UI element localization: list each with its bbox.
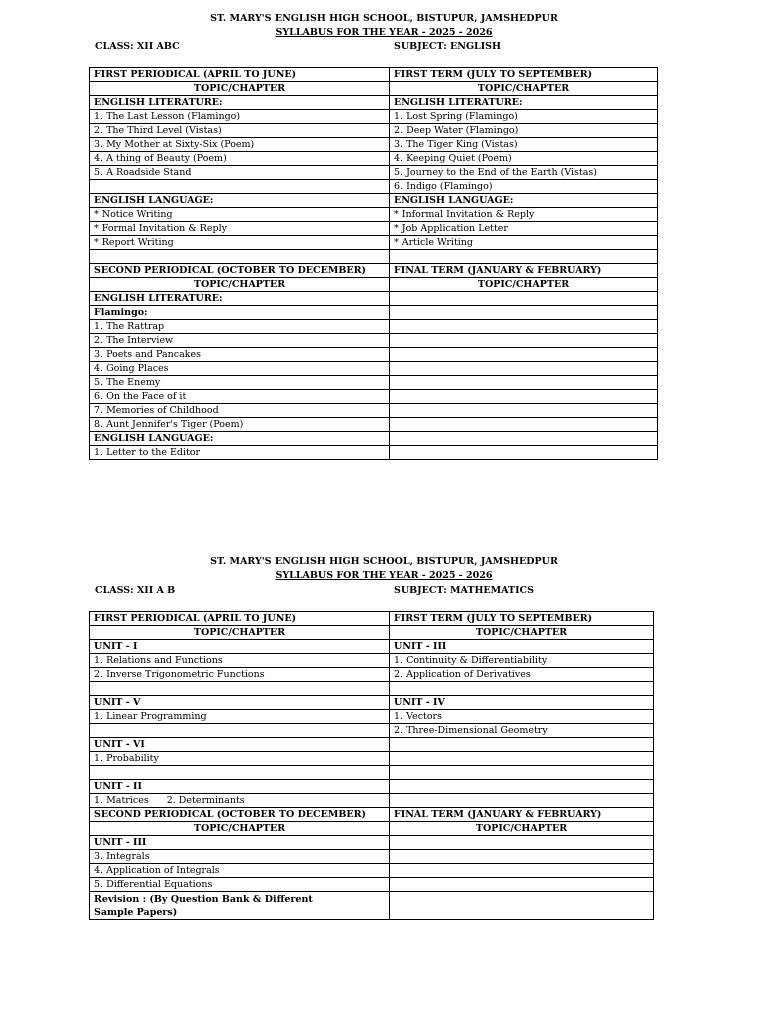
empty-cell: [90, 724, 390, 738]
chapter-cell: 8. Aunt Jennifer's Tiger (Poem): [90, 418, 390, 432]
unit-heading: UNIT - II: [90, 780, 390, 794]
table-row: [90, 878, 654, 892]
chapter-cell: * Formal Invitation & Reply: [90, 222, 390, 236]
chapter-cell: 1. Linear Programming: [90, 710, 390, 724]
chapter-cell: * Notice Writing: [90, 208, 390, 222]
chapter-cell: 2. Application of Derivatives: [390, 668, 654, 682]
empty-cell: [390, 306, 658, 320]
section-heading: ENGLISH LITERATURE:: [90, 292, 390, 306]
first-term-heading: FIRST TERM (JULY TO SEPTEMBER): [390, 612, 654, 626]
chapter-cell: 4. Going Places: [90, 362, 390, 376]
table-row: [90, 446, 658, 460]
chapter-cell: 4. Application of Integrals: [90, 864, 390, 878]
empty-cell: [90, 250, 390, 264]
empty-cell: [390, 432, 658, 446]
topic-heading: TOPIC/CHAPTER: [390, 626, 654, 640]
empty-cell: [390, 292, 658, 306]
section-heading: ENGLISH LITERATURE:: [390, 96, 658, 110]
unit-heading: UNIT - V: [90, 696, 390, 710]
table-row: [90, 794, 654, 808]
table-row: [90, 264, 658, 278]
empty-cell: [390, 418, 658, 432]
table-row: [90, 110, 658, 124]
table-row: [90, 222, 658, 236]
table-row: [90, 376, 658, 390]
chapter-cell: 1. Probability: [90, 752, 390, 766]
table-row: [90, 850, 654, 864]
table-row: [90, 808, 654, 822]
chapter-cell: * Job Application Letter: [390, 222, 658, 236]
maths-syllabus-table: [89, 611, 654, 920]
table-row: [90, 654, 654, 668]
table-row: [90, 208, 658, 222]
table-row: [90, 68, 658, 82]
final-term-heading: FINAL TERM (JANUARY & FEBRUARY): [390, 264, 658, 278]
chapter-cell: 1. The Rattrap: [90, 320, 390, 334]
table-row: [90, 138, 658, 152]
table-row: [90, 320, 658, 334]
chapter-cell: 3. My Mother at Sixty-Six (Poem): [90, 138, 390, 152]
first-term-heading: FIRST TERM (JULY TO SEPTEMBER): [390, 68, 658, 82]
empty-cell: [390, 376, 658, 390]
table-row: [90, 348, 658, 362]
english-syllabus-sheet: [0, 12, 768, 458]
revision-note: [90, 892, 390, 920]
subject-label: SUBJECT: MATHEMATICS: [394, 585, 534, 596]
section-heading: ENGLISH LITERATURE:: [90, 96, 390, 110]
empty-cell: [390, 320, 658, 334]
chapter-cell: 2. The Third Level (Vistas): [90, 124, 390, 138]
chapter-cell: 3. Poets and Pancakes: [90, 348, 390, 362]
table-row: [90, 152, 658, 166]
table-row: [90, 334, 658, 348]
table-row: [90, 124, 658, 138]
table-row: [90, 390, 658, 404]
table-row: [90, 836, 654, 850]
section-heading: ENGLISH LANGUAGE:: [390, 194, 658, 208]
chapter-cell: 3. The Tiger King (Vistas): [390, 138, 658, 152]
topic-heading: TOPIC/CHAPTER: [390, 278, 658, 292]
table-row: [90, 278, 658, 292]
unit-heading: UNIT - IV: [390, 696, 654, 710]
second-periodical-heading: SECOND PERIODICAL (OCTOBER TO DECEMBER): [90, 264, 390, 278]
topic-heading: TOPIC/CHAPTER: [390, 82, 658, 96]
empty-cell: [390, 850, 654, 864]
table-row: [90, 682, 654, 696]
chapter-cell: * Informal Invitation & Reply: [390, 208, 658, 222]
chapter-cell: 5. The Enemy: [90, 376, 390, 390]
empty-cell: [390, 348, 658, 362]
class-label: CLASS: XII A B: [95, 585, 176, 596]
chapter-cell: 1. Letter to the Editor: [90, 446, 390, 460]
chapter-cell: 2. Inverse Trigonometric Functions: [90, 668, 390, 682]
maths-header: [0, 555, 768, 583]
table-row: [90, 362, 658, 376]
empty-cell: [390, 752, 654, 766]
table-row: [90, 306, 658, 320]
chapter-cell: 1. The Last Lesson (Flamingo): [90, 110, 390, 124]
chapter-cell: 2. Deep Water (Flamingo): [390, 124, 658, 138]
chapter-cell: 7. Memories of Childhood: [90, 404, 390, 418]
empty-cell: [390, 446, 658, 460]
section-heading: ENGLISH LANGUAGE:: [90, 194, 390, 208]
table-row: [90, 738, 654, 752]
table-row: [90, 780, 654, 794]
table-row: [90, 892, 654, 920]
table-row: [90, 194, 658, 208]
topic-heading: TOPIC/CHAPTER: [90, 822, 390, 836]
table-row: [90, 180, 658, 194]
table-row: [90, 724, 654, 738]
chapter-cell: 2. The Interview: [90, 334, 390, 348]
empty-cell: [390, 892, 654, 920]
chapter-cell: 1. Relations and Functions: [90, 654, 390, 668]
chapter-cell: * Report Writing: [90, 236, 390, 250]
chapter-cell: 4. A thing of Beauty (Poem): [90, 152, 390, 166]
english-syllabus-table: [89, 67, 658, 460]
topic-heading: TOPIC/CHAPTER: [390, 822, 654, 836]
first-periodical-heading: FIRST PERIODICAL (APRIL TO JUNE): [90, 612, 390, 626]
school-name: ST. MARY'S ENGLISH HIGH SCHOOL, BISTUPUR, JAMSHEDPUR: [210, 13, 558, 24]
table-row: [90, 640, 654, 654]
syllabus-title: SYLLABUS FOR THE YEAR - 2025 - 2026: [275, 27, 493, 38]
class-label: CLASS: XII ABC: [95, 41, 180, 52]
table-row: [90, 82, 658, 96]
table-row: [90, 766, 654, 780]
topic-heading: TOPIC/CHAPTER: [90, 82, 390, 96]
table-row: [90, 612, 654, 626]
chapter-item: 1. Matrices: [94, 795, 149, 806]
empty-cell: [390, 780, 654, 794]
table-row: [90, 236, 658, 250]
empty-cell: [390, 878, 654, 892]
topic-heading: TOPIC/CHAPTER: [90, 626, 390, 640]
chapter-cell: * Article Writing: [390, 236, 658, 250]
final-term-heading: FINAL TERM (JANUARY & FEBRUARY): [390, 808, 654, 822]
chapter-cell: 3. Integrals: [90, 850, 390, 864]
maths-syllabus-sheet: [0, 555, 768, 918]
table-row: [90, 250, 658, 264]
empty-cell: [90, 180, 390, 194]
empty-cell: [390, 362, 658, 376]
table-row: [90, 864, 654, 878]
chapter-cell: 5. Differential Equations: [90, 878, 390, 892]
empty-cell: [390, 766, 654, 780]
unit-heading: UNIT - VI: [90, 738, 390, 752]
syllabus-title: SYLLABUS FOR THE YEAR - 2025 - 2026: [275, 570, 493, 581]
first-periodical-heading: FIRST PERIODICAL (APRIL TO JUNE): [90, 68, 390, 82]
chapter-cell: 1. Vectors: [390, 710, 654, 724]
table-row: [90, 696, 654, 710]
empty-cell: [390, 864, 654, 878]
empty-cell: [390, 404, 658, 418]
table-row: [90, 710, 654, 724]
empty-cell: [90, 766, 390, 780]
empty-cell: [390, 738, 654, 752]
empty-cell: [90, 682, 390, 696]
unit-heading: UNIT - III: [390, 640, 654, 654]
chapter-cell: 2. Three-Dimensional Geometry: [390, 724, 654, 738]
chapter-cell: 1. Lost Spring (Flamingo): [390, 110, 658, 124]
chapter-cell: 5. Journey to the End of the Earth (Vistas): [390, 166, 658, 180]
school-name: ST. MARY'S ENGLISH HIGH SCHOOL, BISTUPUR, JAMSHEDPUR: [210, 556, 558, 567]
table-row: [90, 166, 658, 180]
table-row: [90, 668, 654, 682]
empty-cell: [390, 250, 658, 264]
second-periodical-heading: SECOND PERIODICAL (OCTOBER TO DECEMBER): [90, 808, 390, 822]
chapter-item: 2. Determinants: [166, 795, 245, 806]
unit-heading: UNIT - I: [90, 640, 390, 654]
revision-text: Revision : (By Question Bank & Different Sample Papers): [94, 893, 313, 918]
unit-heading: UNIT - III: [90, 836, 390, 850]
chapter-cell: 6. On the Face of it: [90, 390, 390, 404]
table-row: [90, 626, 654, 640]
chapter-cell: [90, 794, 390, 808]
table-row: [90, 96, 658, 110]
chapter-cell: 6. Indigo (Flamingo): [390, 180, 658, 194]
chapter-cell: 1. Continuity & Differentiability: [390, 654, 654, 668]
table-row: [90, 432, 658, 446]
subject-label: SUBJECT: ENGLISH: [394, 41, 502, 52]
section-heading: ENGLISH LANGUAGE:: [90, 432, 390, 446]
empty-cell: [390, 794, 654, 808]
empty-cell: [390, 836, 654, 850]
topic-heading: TOPIC/CHAPTER: [90, 278, 390, 292]
table-row: [90, 404, 658, 418]
empty-cell: [390, 334, 658, 348]
table-row: [90, 292, 658, 306]
empty-cell: [390, 390, 658, 404]
table-row: [90, 418, 658, 432]
english-header: [0, 12, 768, 40]
empty-cell: [390, 682, 654, 696]
book-heading: Flamingo:: [90, 306, 390, 320]
chapter-cell: 4. Keeping Quiet (Poem): [390, 152, 658, 166]
chapter-cell: 5. A Roadside Stand: [90, 166, 390, 180]
table-row: [90, 752, 654, 766]
table-row: [90, 822, 654, 836]
